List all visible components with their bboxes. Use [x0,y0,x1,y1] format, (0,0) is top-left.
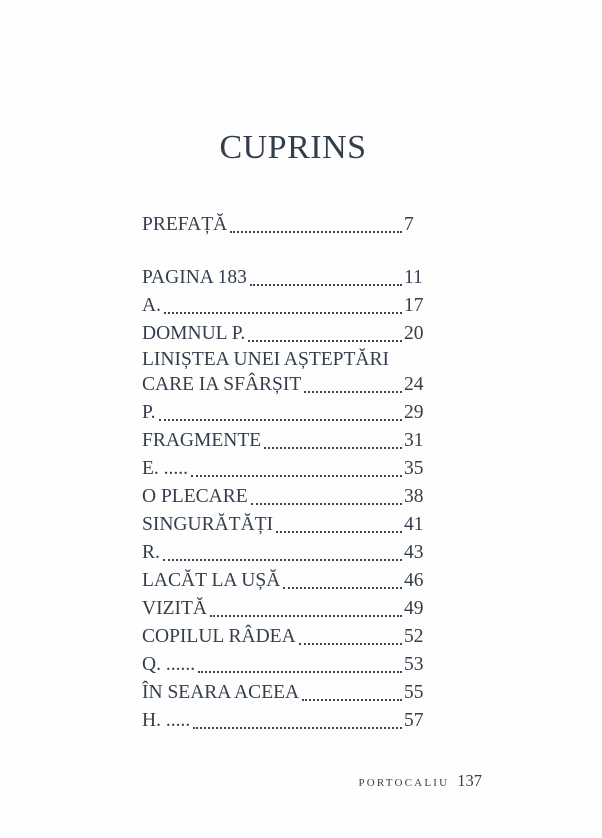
page-footer [358,771,482,791]
toc-list [142,211,426,735]
toc-entry-page: 7 [404,214,414,235]
dot-leader [302,699,402,701]
toc-row [142,292,426,320]
dot-leader [159,419,402,421]
toc-entry-label: LACĂT LA UȘĂ [142,570,281,591]
toc-row [142,511,426,539]
toc-row [142,455,426,483]
toc-row [142,399,426,427]
toc-entry-label: A. [142,295,161,316]
dot-leader [164,312,402,314]
toc-entry-page: 11 [404,267,423,288]
dot-leader [230,231,402,233]
dot-leader [191,475,402,477]
toc-row [142,651,426,679]
toc-entry-page: 35 [404,458,424,479]
toc-row [142,427,426,455]
toc-row [142,264,426,292]
toc-row [142,371,426,399]
dot-leader [248,340,402,342]
toc-entry-label: P. [142,402,156,423]
toc-entry-page: 17 [404,295,424,316]
toc-entry-label: DOMNUL P. [142,323,246,344]
toc-entry-page: 38 [404,486,424,507]
dot-leader [283,587,402,589]
toc-entry-page: 53 [404,654,424,675]
toc-row [142,211,426,239]
toc-row [142,539,426,567]
toc-entry-page: 49 [404,598,424,619]
dot-leader [163,559,402,561]
toc-row [142,707,426,735]
toc-entry-page: 43 [404,542,424,563]
footer-book-title: PORTOCALIU [358,777,450,789]
toc-entry-label: Q. ...... [142,654,196,675]
dot-leader [299,643,402,645]
dot-leader [210,615,402,617]
page-title: CUPRINS [219,129,367,166]
toc-entry-label-line1: LINIȘTEA UNEI AȘTEPTĂRI [142,349,389,370]
dot-leader [198,671,402,673]
toc-entry-page: 24 [404,374,424,395]
toc-row [142,567,426,595]
toc-entry-label: VIZITĂ [142,598,207,619]
toc-entry-page: 41 [404,514,424,535]
dot-leader [264,447,402,449]
toc-row [142,595,426,623]
toc-row [142,679,426,707]
toc-entry-page: 55 [404,682,424,703]
dot-leader [251,503,402,505]
toc-entry-page: 57 [404,710,424,731]
toc-entry-label: PREFAȚĂ [142,214,228,235]
dot-leader [304,391,402,393]
toc-entry-page: 46 [404,570,424,591]
toc-row [142,320,426,348]
toc-entry-label: FRAGMENTE [142,430,262,451]
toc-entry-page: 29 [404,402,424,423]
toc-entry-page: 20 [404,323,424,344]
toc-entry-label: CARE IA SFÂRȘIT [142,374,302,395]
toc-row [142,623,426,651]
toc-entry-page: 31 [404,430,424,451]
toc-entry-label: ÎN SEARA ACEEA [142,682,300,703]
toc-entry-page: 52 [404,626,424,647]
toc-entry-label: SINGURĂTĂȚI [142,514,274,535]
toc-row [142,483,426,511]
toc-entry-label: E. ..... [142,458,189,479]
dot-leader [276,531,402,533]
toc-entry-label: O PLECARE [142,486,248,507]
dot-leader [250,284,402,286]
toc-entry-label: H. ..... [142,710,191,731]
dot-leader [193,727,402,729]
footer-page-number: 137 [457,771,482,790]
toc-entry-label: R. [142,542,160,563]
toc-entry-label: PAGINA 183 [142,267,247,288]
toc-entry-label: COPILUL RÂDEA [142,626,296,647]
